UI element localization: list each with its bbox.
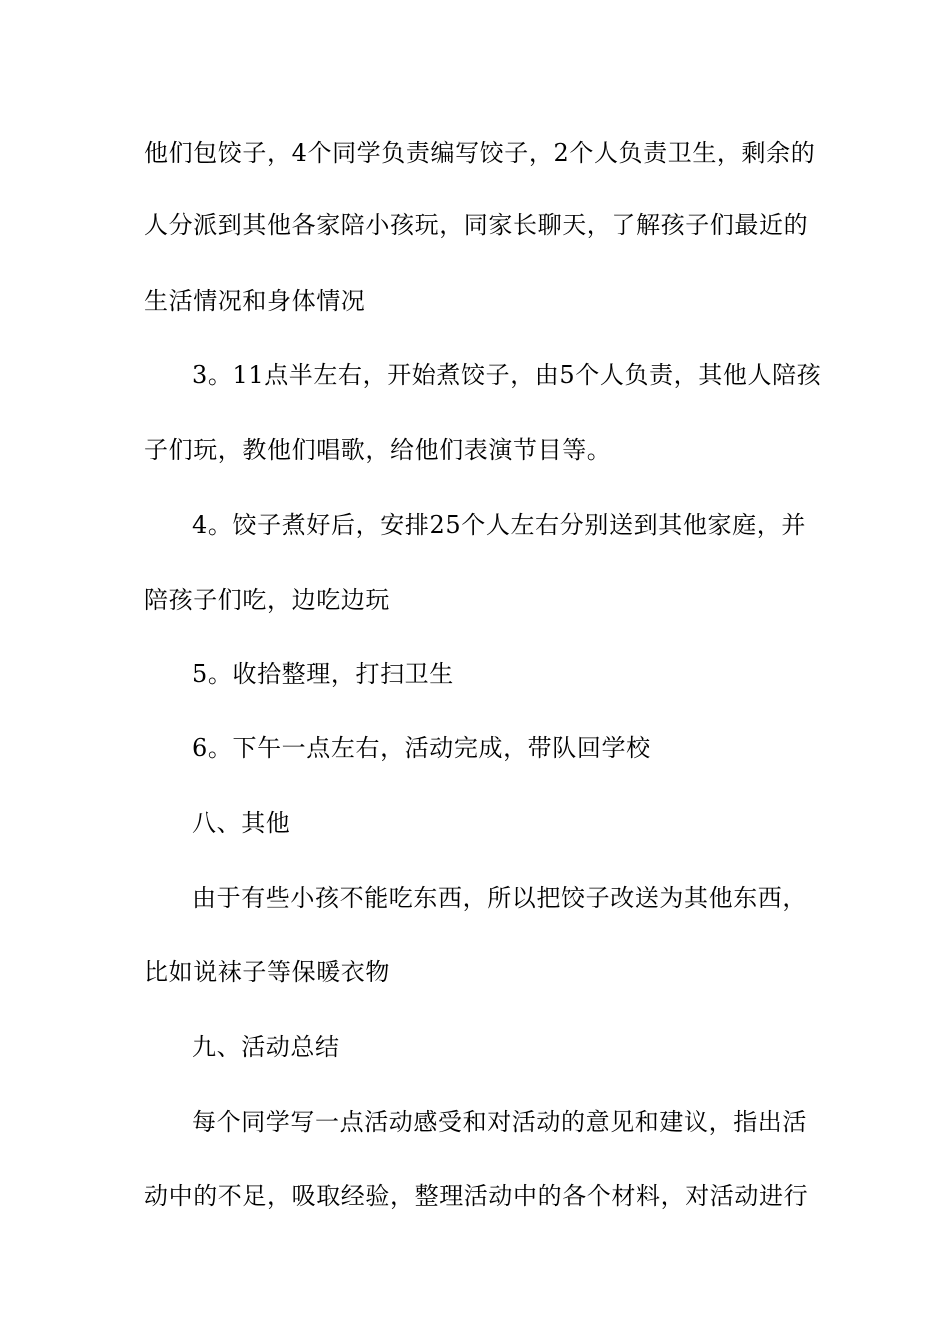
text-line: 由于有些小孩不能吃东西，所以把饺子改送为其他东西， xyxy=(192,884,807,912)
text-line: 每个同学写一点活动感受和对活动的意见和建议，指出活 xyxy=(192,1108,807,1136)
text-line: 陪孩子们吃，边吃边玩 xyxy=(144,586,390,614)
text-line: 人分派到其他各家陪小孩玩，同家长聊天，了解孩子们最近的 xyxy=(144,211,809,239)
text-line: 6。下午一点左右，活动完成，带队回学校 xyxy=(192,734,651,762)
section-heading: 九、活动总结 xyxy=(192,1033,340,1061)
text-line: 3。11点半左右，开始煮饺子，由5个人负责，其他人陪孩 xyxy=(192,361,822,389)
text-line: 生活情况和身体情况 xyxy=(144,287,366,315)
text-line: 他们包饺子，4个同学负责编写饺子，2个人负责卫生，剩余的 xyxy=(144,139,816,167)
text-line: 动中的不足，吸取经验，整理活动中的各个材料，对活动进行 xyxy=(144,1182,809,1210)
text-line: 比如说袜子等保暖衣物 xyxy=(144,958,390,986)
text-line: 5。收拾整理，打扫卫生 xyxy=(192,660,454,688)
section-heading: 八、其他 xyxy=(192,809,291,837)
text-line: 子们玩，教他们唱歌，给他们表演节目等。 xyxy=(144,436,612,464)
text-line: 4。饺子煮好后，安排25个人左右分别送到其他家庭，并 xyxy=(192,511,806,539)
